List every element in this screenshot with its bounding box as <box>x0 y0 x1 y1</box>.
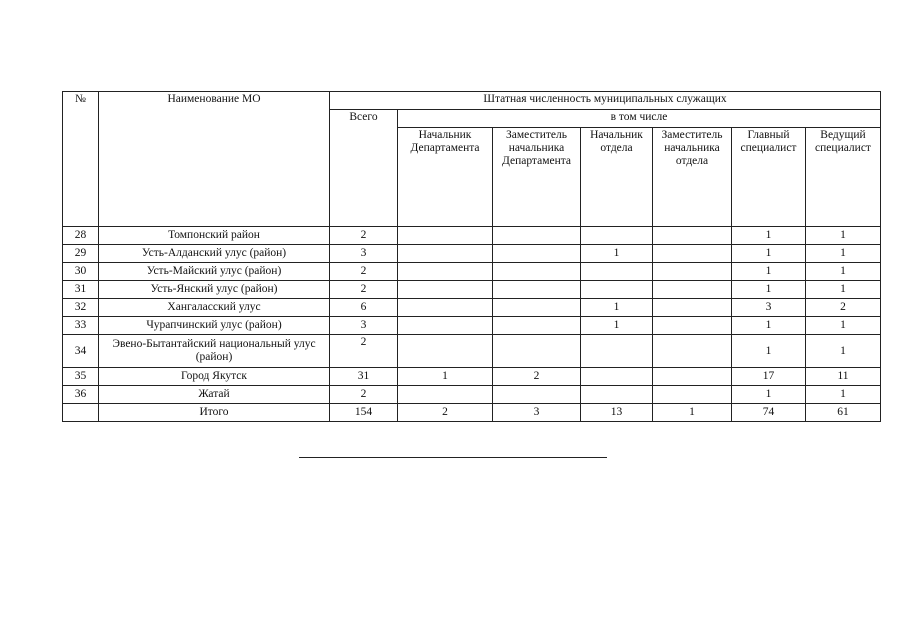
cell-c2: 2 <box>493 368 581 386</box>
cell-name: Город Якутск <box>99 368 330 386</box>
cell-c1 <box>398 386 493 404</box>
cell-c4 <box>653 263 732 281</box>
cell-c5: 1 <box>732 281 806 299</box>
staff-table <box>62 91 881 422</box>
cell-total: 2 <box>330 335 398 368</box>
cell-c6: 1 <box>806 335 881 368</box>
header-col-3: Начальник отдела <box>581 128 653 227</box>
cell-c5: 1 <box>732 245 806 263</box>
cell-c1 <box>398 281 493 299</box>
cell-total: 2 <box>330 386 398 404</box>
header-col-1: Начальник Департамента <box>398 128 493 227</box>
cell-c5: 1 <box>732 227 806 245</box>
cell-c4 <box>653 335 732 368</box>
header-col-4: Заместитель начальника отдела <box>653 128 732 227</box>
table-row <box>63 335 881 368</box>
table-row <box>63 245 881 263</box>
cell-c1: 2 <box>398 404 493 422</box>
cell-c3: 1 <box>581 245 653 263</box>
cell-total: 31 <box>330 368 398 386</box>
cell-num: 36 <box>63 386 99 404</box>
cell-total: 3 <box>330 245 398 263</box>
cell-c3 <box>581 335 653 368</box>
table-row <box>63 281 881 299</box>
cell-num: 33 <box>63 317 99 335</box>
cell-name: Усть-Алданский улус (район) <box>99 245 330 263</box>
signature-line <box>299 457 607 458</box>
header-col-2: Заместитель начальника Департамента <box>493 128 581 227</box>
cell-c6: 1 <box>806 281 881 299</box>
header-staff-group: Штатная численность муниципальных служащих <box>330 92 881 110</box>
cell-c3 <box>581 263 653 281</box>
cell-c4 <box>653 281 732 299</box>
cell-c5: 1 <box>732 386 806 404</box>
cell-c4 <box>653 245 732 263</box>
cell-total: 2 <box>330 281 398 299</box>
cell-c3 <box>581 386 653 404</box>
cell-total: 6 <box>330 299 398 317</box>
cell-c1 <box>398 317 493 335</box>
cell-c3: 1 <box>581 317 653 335</box>
cell-name: Хангаласский улус <box>99 299 330 317</box>
cell-num: 28 <box>63 227 99 245</box>
cell-c5: 3 <box>732 299 806 317</box>
cell-c4: 1 <box>653 404 732 422</box>
cell-c2 <box>493 245 581 263</box>
cell-c5: 1 <box>732 335 806 368</box>
cell-name: Итого <box>99 404 330 422</box>
cell-name: Жатай <box>99 386 330 404</box>
cell-num: 32 <box>63 299 99 317</box>
cell-c2 <box>493 263 581 281</box>
cell-name: Усть-Майский улус (район) <box>99 263 330 281</box>
cell-c3 <box>581 368 653 386</box>
table-row <box>63 227 881 245</box>
cell-c3 <box>581 281 653 299</box>
header-num: № <box>63 92 99 227</box>
cell-c4 <box>653 386 732 404</box>
table-body <box>63 227 881 422</box>
cell-c4 <box>653 317 732 335</box>
cell-c6: 2 <box>806 299 881 317</box>
header-name: Наименование МО <box>99 92 330 227</box>
cell-c5: 1 <box>732 317 806 335</box>
cell-c3: 13 <box>581 404 653 422</box>
cell-c6: 1 <box>806 386 881 404</box>
cell-num: 34 <box>63 335 99 368</box>
cell-total: 2 <box>330 263 398 281</box>
cell-c1 <box>398 263 493 281</box>
cell-name: Томпонский район <box>99 227 330 245</box>
header-col-5: Главный специалист <box>732 128 806 227</box>
cell-name: Эвено-Бытантайский национальный улус (район) <box>99 335 330 368</box>
cell-num: 31 <box>63 281 99 299</box>
table-row <box>63 386 881 404</box>
table-row <box>63 317 881 335</box>
cell-c5: 17 <box>732 368 806 386</box>
cell-c5: 1 <box>732 263 806 281</box>
cell-c1: 1 <box>398 368 493 386</box>
header-incl: в том числе <box>398 110 881 128</box>
cell-c6: 1 <box>806 245 881 263</box>
cell-num <box>63 404 99 422</box>
cell-c1 <box>398 299 493 317</box>
cell-c4 <box>653 227 732 245</box>
cell-c1 <box>398 245 493 263</box>
cell-c4 <box>653 368 732 386</box>
cell-num: 35 <box>63 368 99 386</box>
cell-c1 <box>398 335 493 368</box>
table-row <box>63 299 881 317</box>
cell-num: 30 <box>63 263 99 281</box>
cell-name: Усть-Янский улус (район) <box>99 281 330 299</box>
cell-c2 <box>493 335 581 368</box>
cell-c4 <box>653 299 732 317</box>
table-row <box>63 368 881 386</box>
header-col-6: Ведущий специалист <box>806 128 881 227</box>
cell-c2 <box>493 281 581 299</box>
table-row <box>63 404 881 422</box>
cell-c6: 11 <box>806 368 881 386</box>
cell-c3: 1 <box>581 299 653 317</box>
header-total: Всего <box>330 110 398 227</box>
cell-num: 29 <box>63 245 99 263</box>
table-row <box>63 263 881 281</box>
cell-c2 <box>493 227 581 245</box>
cell-c6: 1 <box>806 317 881 335</box>
cell-name: Чурапчинский улус (район) <box>99 317 330 335</box>
cell-total: 2 <box>330 227 398 245</box>
cell-c6: 61 <box>806 404 881 422</box>
cell-c3 <box>581 227 653 245</box>
cell-c2 <box>493 386 581 404</box>
cell-total: 3 <box>330 317 398 335</box>
cell-c6: 1 <box>806 263 881 281</box>
cell-c5: 74 <box>732 404 806 422</box>
cell-c6: 1 <box>806 227 881 245</box>
cell-c2 <box>493 299 581 317</box>
cell-total: 154 <box>330 404 398 422</box>
cell-c1 <box>398 227 493 245</box>
cell-c2: 3 <box>493 404 581 422</box>
cell-c2 <box>493 317 581 335</box>
